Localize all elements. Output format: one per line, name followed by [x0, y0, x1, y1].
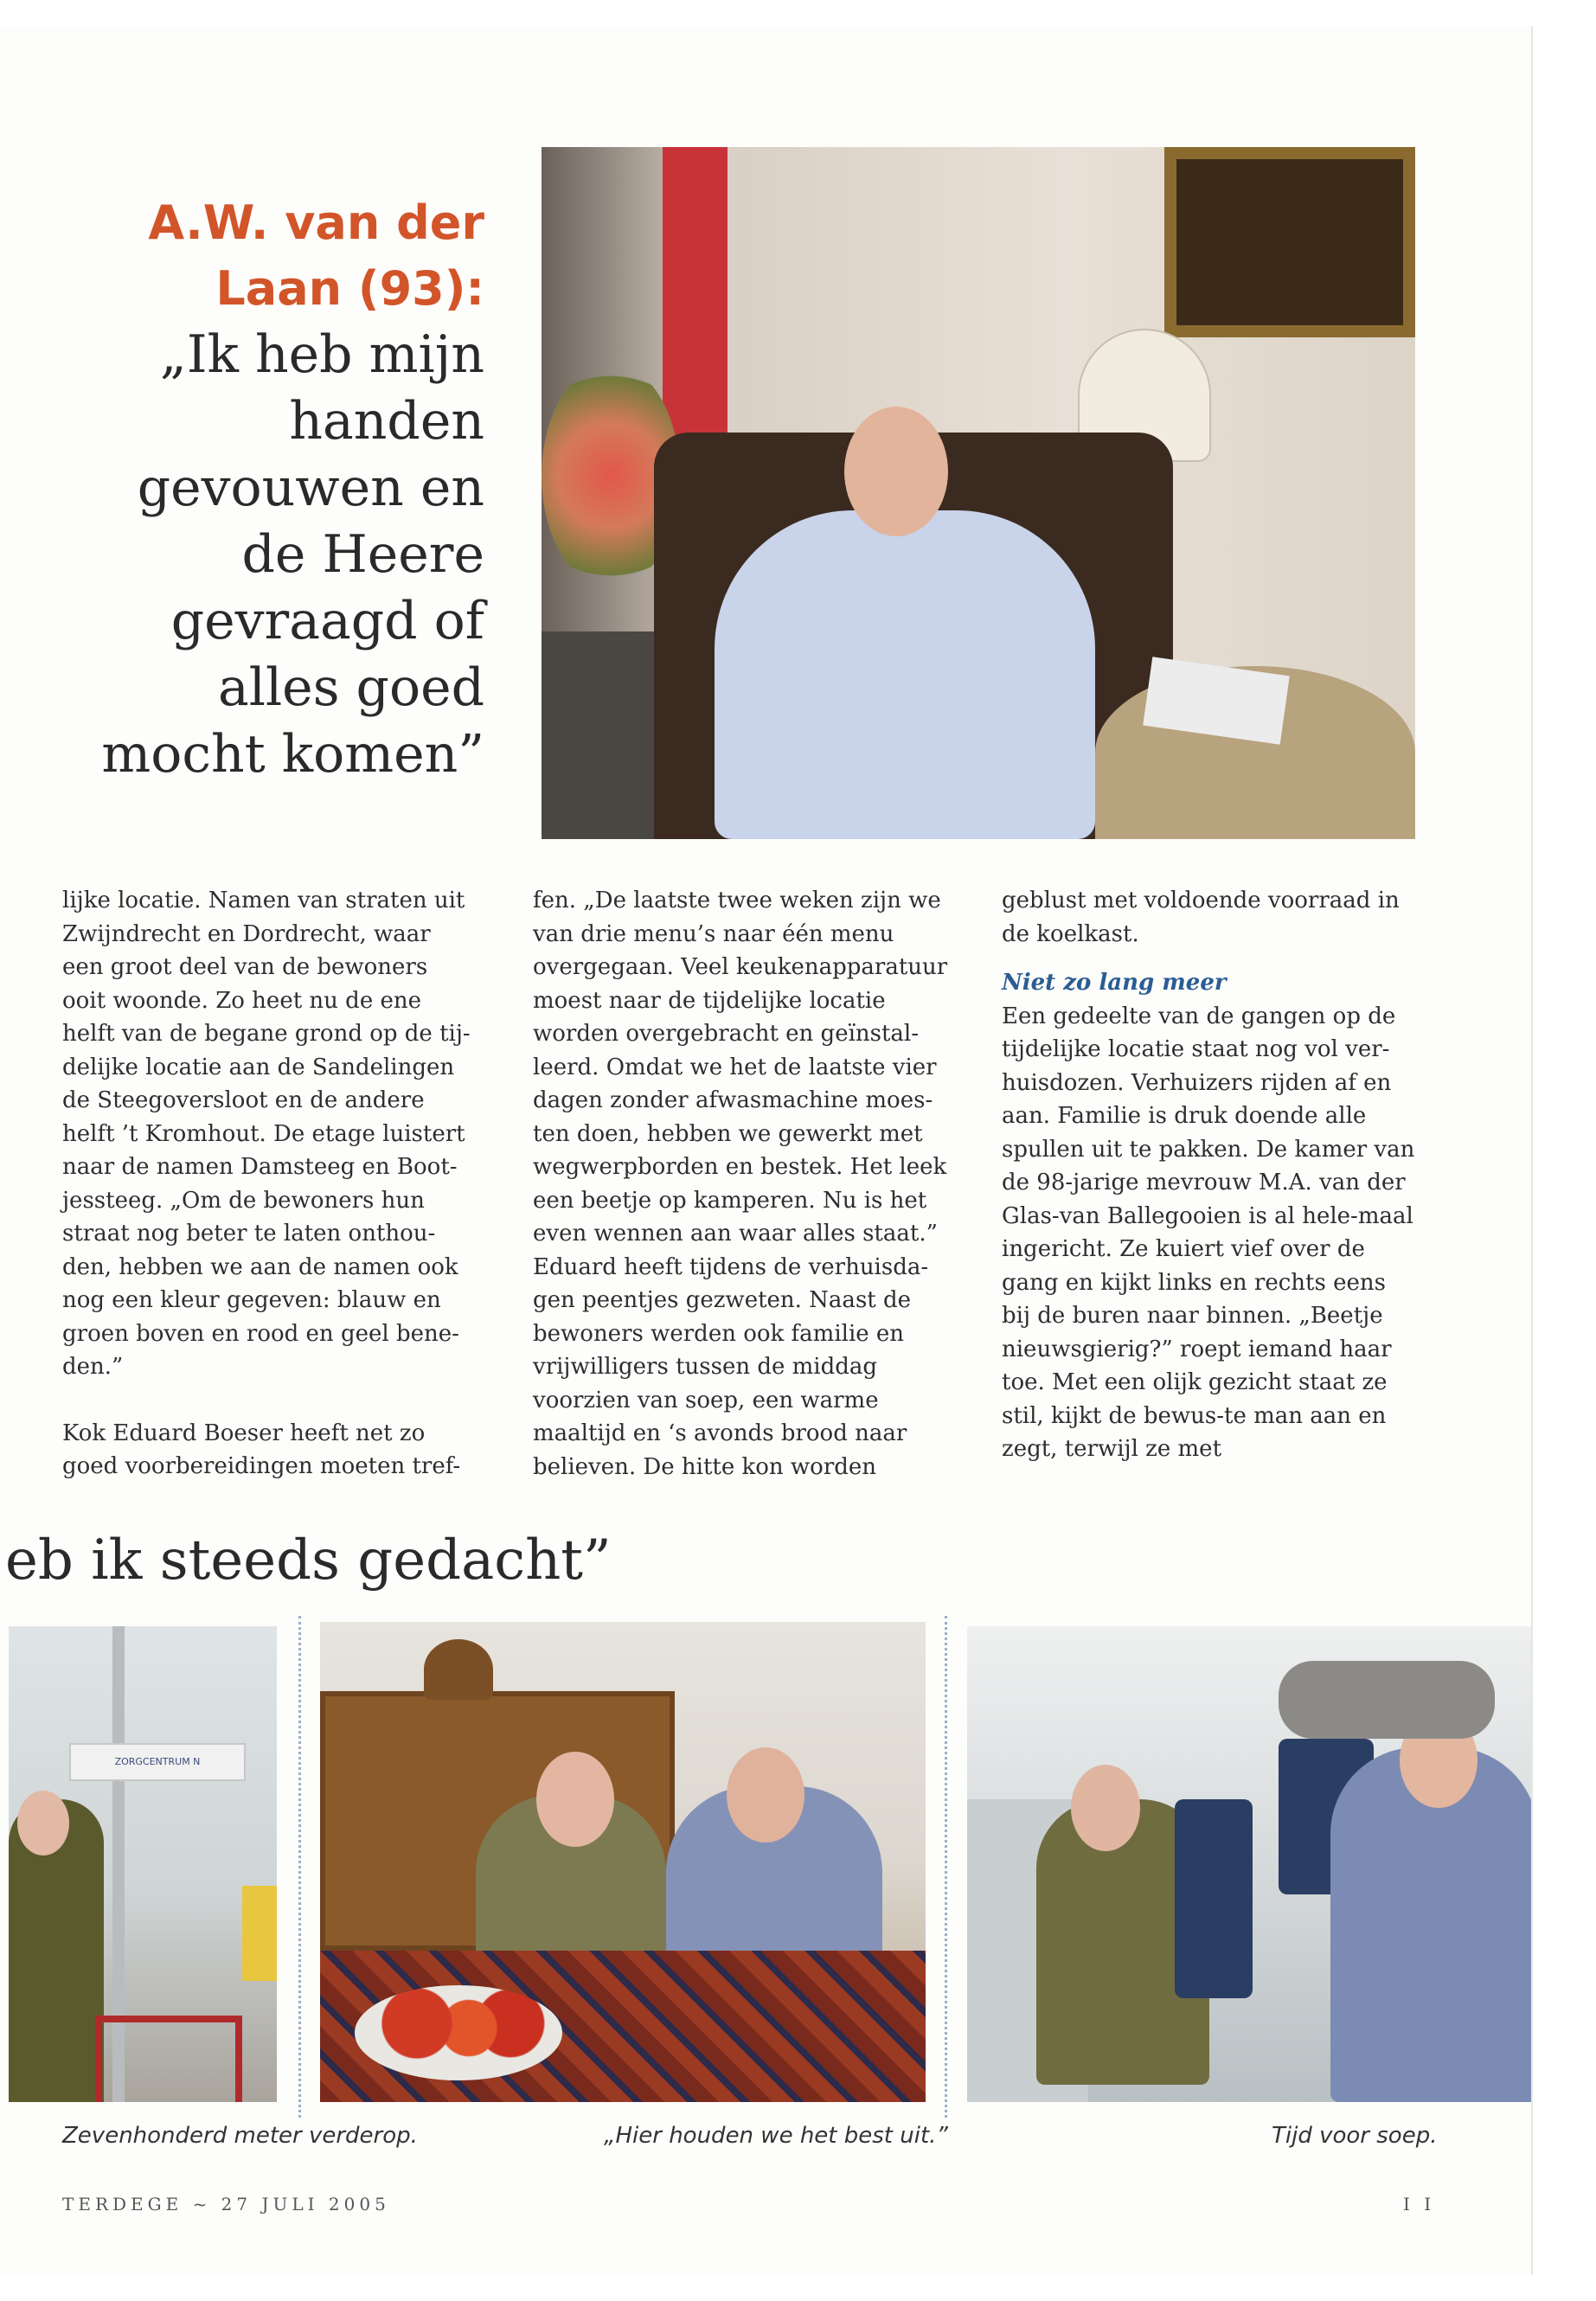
- paragraph: Kok Eduard Boeser heeft net zo goed voorbereidingen moeten tref-: [62, 1420, 461, 1479]
- photo-divider: [298, 1616, 301, 2118]
- building-sign: ZORGCENTRUM N: [69, 1743, 246, 1781]
- strip-heading: eb ik steeds gedacht”: [5, 1529, 612, 1593]
- photo-couple-at-table: [320, 1622, 926, 2102]
- chair: [1175, 1799, 1253, 1998]
- magazine-page: [0, 26, 1533, 2275]
- painting: [1164, 147, 1415, 337]
- text-column-3: [1002, 884, 1417, 1466]
- text-column-2: [533, 884, 948, 1484]
- caption-right: Tijd voor soep.: [1272, 2123, 1438, 2149]
- footer-publication: TERDEGE ~ 27 JULI 2005: [62, 2194, 390, 2214]
- paragraph: geblust met voldoende voorraad in de koelkast.: [1002, 888, 1400, 947]
- man-body: [715, 510, 1095, 839]
- photo-woman-with-walker: [9, 1626, 277, 2102]
- headline-quote-line: alles goed: [218, 657, 484, 718]
- paragraph: fen. „De laatste twee weken zijn we van drie menu’s naar één menu overgegaan. Veel keukenapparatuur moest naar de tijdelijke locatie worden overgebracht en geïnstal-leerd. Omdat we het de laatste vier dagen zonder afwasmachine moes-ten doen, hebben we gewerkt met wegwerpborden en bestek. Het leek een beetje op kamperen. Nu is het even wennen aan waar alles staat.” Eduard heeft tijdens de verhuisda-gen peentjes gezweten. Naast de bewoners werden ook familie en vrijwilligers tussen de middag voorzien van soep, een warme maaltijd en ‘s avonds brood naar believen. De hitte kon worden: [533, 888, 948, 1480]
- main-photo-man-in-armchair: [542, 147, 1415, 839]
- walker: [95, 2016, 242, 2102]
- caption-middle: „Hier houden we het best uit.”: [604, 2123, 948, 2149]
- photo-residents-dining: [967, 1626, 1533, 2102]
- footer-page-number: I I: [1403, 2194, 1436, 2214]
- headline-quote-line: gevraagd of: [170, 591, 484, 651]
- background-residents: [1279, 1661, 1495, 1739]
- headline-quote-line: gevouwen en: [137, 458, 484, 518]
- photo-divider: [945, 1616, 947, 2118]
- text-column-1: [62, 884, 478, 1484]
- fruit-bowl: [355, 1985, 562, 2080]
- man-head: [727, 1747, 804, 1843]
- headline-quote-line: handen: [289, 391, 484, 452]
- headline-quote-line: mocht komen”: [101, 724, 484, 785]
- caption-left: Zevenhonderd meter verderop.: [62, 2123, 418, 2149]
- headline-name-line-1: A.W. van der: [148, 195, 484, 250]
- headline-name-line-2: Laan (93):: [215, 261, 484, 316]
- yellow-panel: [242, 1886, 277, 1981]
- paragraph: lijke locatie. Namen van straten uit Zwijndrecht en Dordrecht, waar een groot deel van de bewoners ooit woonde. Zo heet nu de ene helft van de begane grond op de tij-delijke locatie aan de Sandelingen de Steegoversloot en de andere helft ’t Kromhout. De etage luistert naar de namen Damsteeg en Boot-jessteeg. „Om de bewoners hun straat nog beter te laten onthou-den, hebben we aan de namen ook nog een kleur gegeven: blauw en groen boven en rood en geel bene-den.”: [62, 888, 471, 1380]
- paragraph: Een gedeelte van de gangen op de tijdelijke locatie staat nog vol ver-huisdozen. Verhuizers rijden af en aan. Familie is druk doende alle spullen uit te pakken. De kamer van de 98-jarige mevrouw M.A. van der Glas-van Ballegooien is al hele-maal ingericht. Ze kuiert vief over de gang en kijkt links en rechts eens bij de buren naar binnen. „Beetje nieuwsgierig?” roept iemand haar toe. Met een olijk gezicht staat ze stil, kijkt de bewus-te man aan en zegt, terwijl ze met: [1002, 1003, 1415, 1462]
- woman-head: [536, 1752, 614, 1847]
- headline-quote-line: de Heere: [241, 524, 484, 585]
- woman-head: [17, 1791, 69, 1856]
- clock: [424, 1639, 493, 1700]
- subheading: Niet zo lang meer: [1002, 970, 1227, 996]
- man-head: [844, 407, 948, 536]
- woman-head: [1071, 1765, 1140, 1851]
- headline-quote-line: „Ik heb mijn: [159, 324, 484, 385]
- headline: [52, 190, 484, 788]
